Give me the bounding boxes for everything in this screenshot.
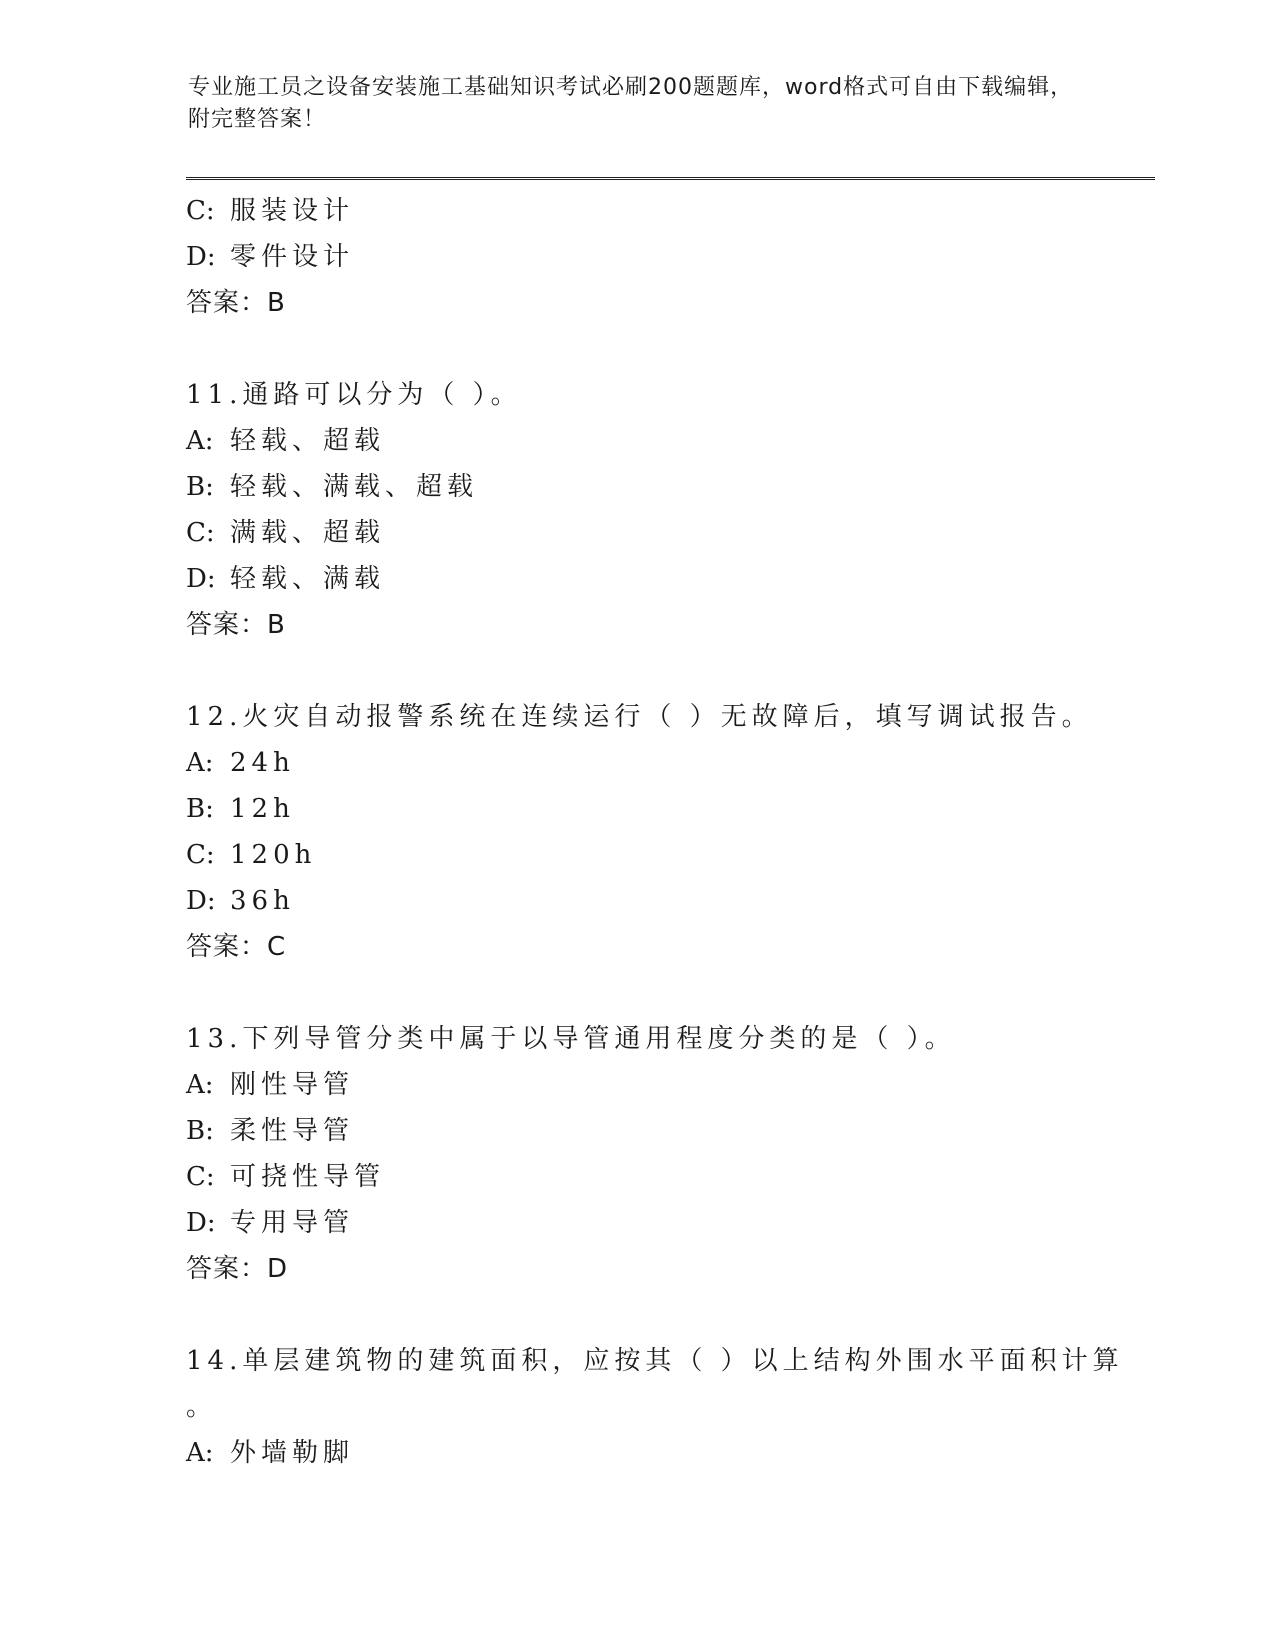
option-label: A: [186,748,214,778]
option-label: C: [186,840,215,870]
option-label: D: [186,1208,216,1238]
option-label: B: [186,1116,214,1146]
question-list [186,188,1166,1476]
option-label: A: [186,1070,214,1100]
option-label: C: [186,196,215,226]
option-text: 满载、超载 [230,518,386,548]
option-d [186,1200,1166,1246]
question-stem-continuation: 。 [186,1392,218,1422]
option-a [186,740,1166,786]
option-a [186,1062,1166,1108]
option-text: 轻载、满载 [230,564,386,594]
option-text: 120h [230,840,317,870]
option-a [186,1430,1166,1476]
option-b [186,1108,1166,1154]
option-text: 轻载、超载 [230,426,386,456]
option-d [186,556,1166,602]
question-stem: 13.下列导管分类中属于以导管通用程度分类的是（ ）。 [186,1024,956,1054]
option-text: 12h [230,794,295,824]
option-c [186,1154,1166,1200]
option-text: 服装设计 [230,196,355,226]
question-stem: 11.通路可以分为（ ）。 [186,380,522,410]
option-d [186,878,1166,924]
option-b [186,464,1166,510]
answer-line: 答案：D [186,1254,289,1284]
answer-line: 答案：B [186,288,286,318]
option-text: 零件设计 [230,242,355,272]
option-c [186,832,1166,878]
option-label: D: [186,564,216,594]
option-label: A: [186,1438,214,1468]
option-label: B: [186,794,214,824]
option-text: 可挠性导管 [230,1162,386,1192]
header-divider [186,177,1155,180]
option-c [186,188,1166,234]
option-label: A: [186,426,214,456]
answer-line: 答案：B [186,610,286,640]
option-text: 刚性导管 [230,1070,355,1100]
option-d [186,234,1166,280]
document-header: 专业施工员之设备安装施工基础知识考试必刷200题题库，word格式可自由下载编辑，附完整答案！ [188,75,1074,132]
option-text: 36h [230,886,295,916]
option-label: C: [186,518,215,548]
option-a [186,418,1166,464]
option-label: D: [186,886,216,916]
option-label: B: [186,472,214,502]
question-stem: 12.火灾自动报警系统在连续运行（ ）无故障后，填写调试报告。 [186,702,1093,732]
option-text: 外墙勒脚 [230,1438,355,1468]
option-text: 柔性导管 [230,1116,355,1146]
option-c [186,510,1166,556]
answer-line: 答案：C [186,932,287,962]
option-text: 专用导管 [230,1208,355,1238]
option-text: 轻载、满载、超载 [230,472,479,502]
option-text: 24h [230,748,295,778]
option-label: C: [186,1162,215,1192]
option-label: D: [186,242,216,272]
question-stem: 14.单层建筑物的建筑面积，应按其（ ）以上结构外围水平面积计算 [186,1346,1124,1376]
option-b [186,786,1166,832]
